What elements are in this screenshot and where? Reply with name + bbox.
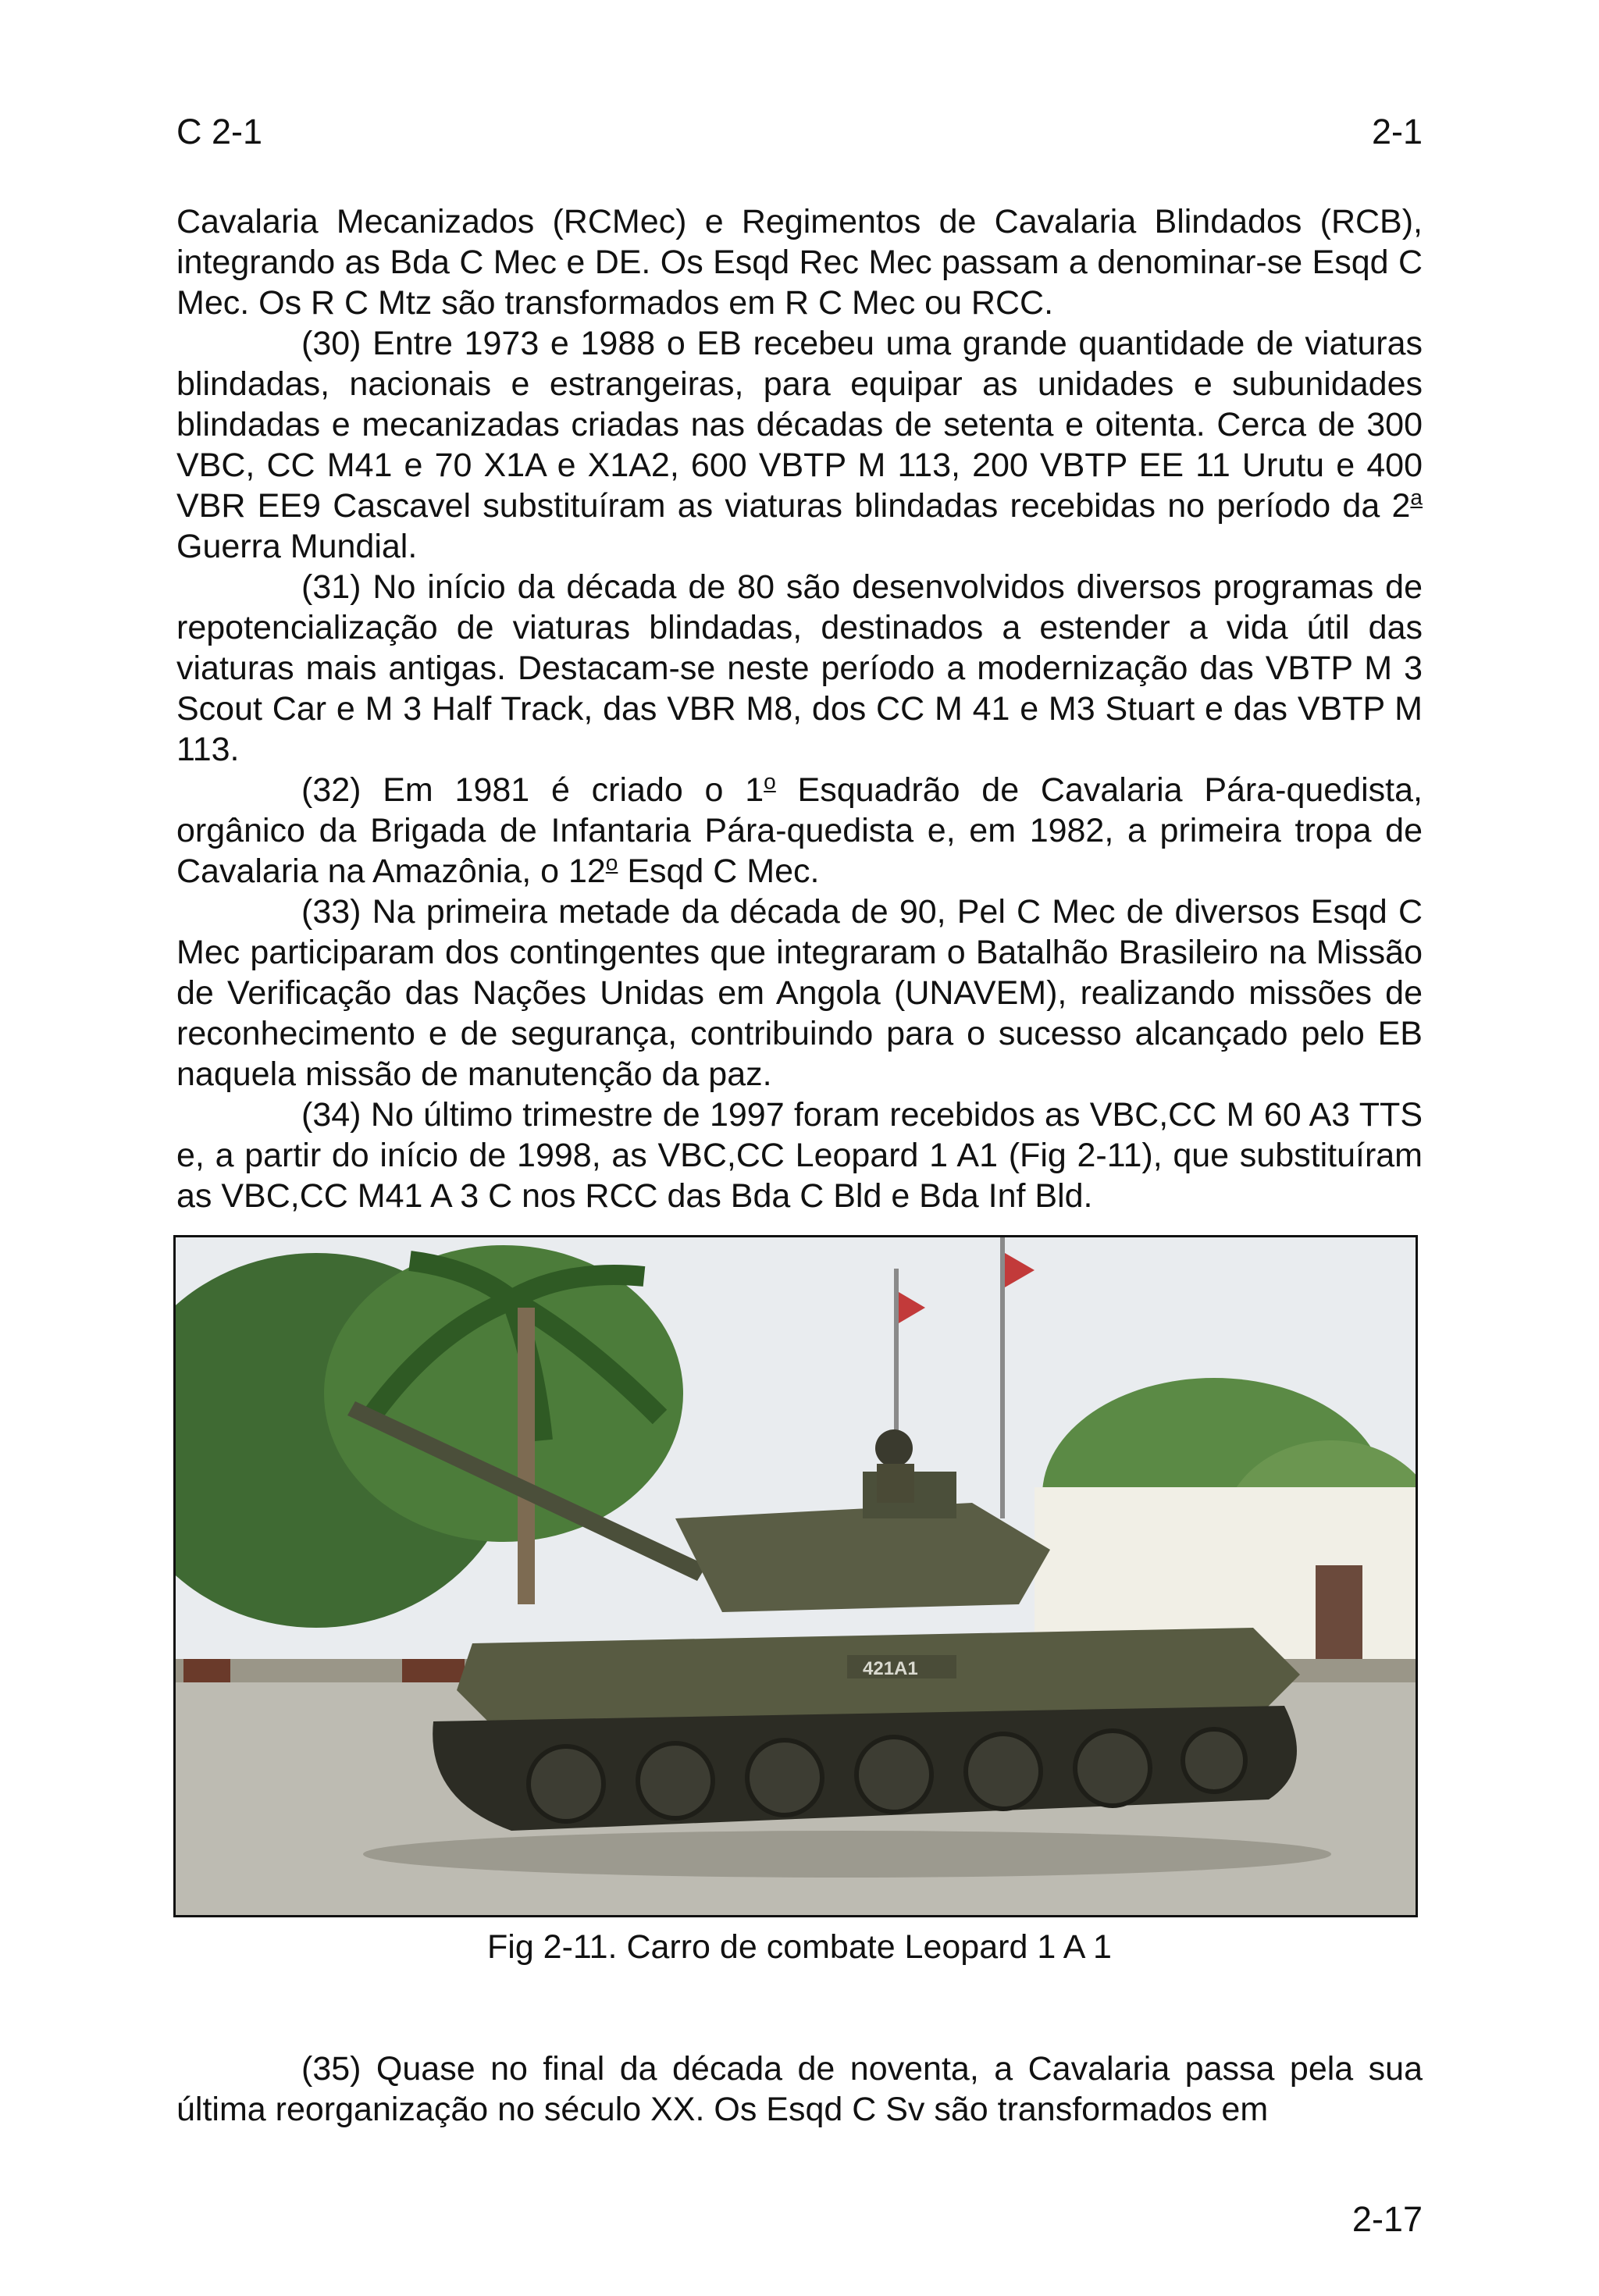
paragraph-35: (35) Quase no final da década de noventa, a Cavalaria passa pela sua última reorganização no século XX. Os Esqd C Sv são transformados em xyxy=(176,2050,1423,2128)
paragraph-31: (31) No início da década de 80 são desenvolvidos diversos programas de repotencialização de viaturas blindadas, destinados a estender a vida útil das viaturas mais antigas. Destacam-se neste período a modernização das VBTP M 3 Scout Car e M 3 Half Track, das VBR M8, dos CC M 41 e M3 Stuart e das VBTP M 113. xyxy=(176,568,1423,768)
figure-caption: Fig 2-11. Carro de combate Leopard 1 A 1 xyxy=(487,1928,1112,1966)
paragraph-30 xyxy=(176,323,1423,567)
hull-marking: 421A1 xyxy=(863,1658,918,1679)
paragraph-32-middle: Esquadrão de Cavalaria Pára-quedista, orgânico da Brigada de Infantaria Pára-quedista e, em 1982, a primeira tropa de Cavalaria na Amazônia, o 12 xyxy=(176,771,1423,890)
body-text-top xyxy=(176,201,1423,1216)
header-manual-code: C 2-1 xyxy=(176,112,263,151)
paragraph-32-text: (32) Em 1981 é criado o 1 xyxy=(301,771,764,809)
ordinal-superscript: a xyxy=(1410,485,1423,510)
paragraph-30-end: Guerra Mundial. xyxy=(176,528,418,565)
paragraph-32 xyxy=(176,770,1423,892)
body-text-bottom xyxy=(176,2049,1423,2130)
paragraph-continuation: Cavalaria Mecanizados (RCMec) e Regimentos de Cavalaria Blindados (RCB), integrando as Bda C Mec e DE. Os Esqd Rec Mec passam a denominar-se Esqd C Mec. Os R C Mtz são transformados em R C Mec ou RCC. xyxy=(176,203,1423,322)
header-chapter-code: 2-1 xyxy=(1371,112,1423,151)
tank-photo-illustration xyxy=(176,1237,1416,1915)
paragraph-33: (33) Na primeira metade da década de 90, Pel C Mec de diversos Esqd C Mec participaram dos contingentes que integraram o Batalhão Brasileiro na Missão de Verificação das Nações Unidas em Angola (UNAVEM), realizando missões de reconhecimento e de segurança, contribuindo para o sucesso alcançado pelo EB naquela missão de manutenção da paz. xyxy=(176,893,1423,1093)
figure-photo-leopard-tank xyxy=(173,1235,1418,1917)
paragraph-30-text: (30) Entre 1973 e 1988 o EB recebeu uma grande quantidade de viaturas blindadas, nacionais e estrangeiras, para equipar as unidades e subunidades blindadas e mecanizadas criadas nas décadas de setenta e oitenta. Cerca de 300 VBC, CC M41 e 70 X1A e X1A2, 600 VBTP M 113, 200 VBTP EE 11 Urutu e 400 VBR EE9 Cascavel substituíram as viaturas blindadas recebidas no período da 2 xyxy=(176,325,1423,525)
paragraph-34: (34) No último trimestre de 1997 foram recebidos as VBC,CC M 60 A3 TTS e, a partir do início de 1998, as VBC,CC Leopard 1 A1 (Fig 2-11), que substituíram as VBC,CC M41 A 3 C nos RCC das Bda C Bld e Bda Inf Bld. xyxy=(176,1096,1423,1215)
ordinal-superscript: o xyxy=(764,769,776,794)
paragraph-32-end: Esqd C Mec. xyxy=(618,853,820,890)
ordinal-superscript: o xyxy=(605,850,618,875)
page-number: 2-17 xyxy=(1351,2199,1423,2239)
